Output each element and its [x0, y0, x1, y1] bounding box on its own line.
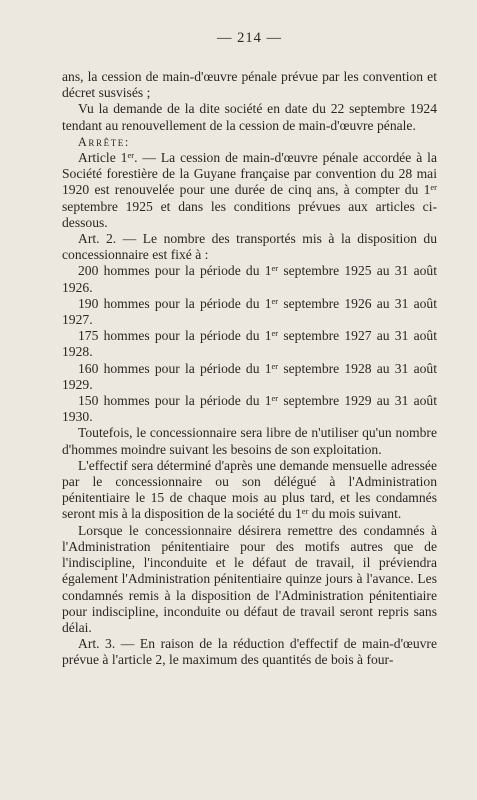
paragraph: L'effectif sera déterminé d'après une demande mensuelle adressée par le concessionnaire ou son délégué à l'Administration pénitentiaire le 15 de chaque mois au plus tard, et les condamnés seront mis à la disposition de la société du 1er du mois suivant.	[62, 457, 437, 522]
document-body	[62, 69, 437, 669]
article-3: Art. 3. — En raison de la réduction d'effectif de main-d'œuvre prévue à l'article 2, le maximum des quantités de bois à four-	[62, 636, 437, 668]
list-item: 200 hommes pour la période du 1er septembre 1925 au 31 août 1926.	[62, 263, 437, 295]
list-item: 160 hommes pour la période du 1er septembre 1928 au 31 août 1929.	[62, 360, 437, 392]
list-item: 175 hommes pour la période du 1er septembre 1927 au 31 août 1928.	[62, 328, 437, 360]
arrete-heading: Arrête:	[78, 134, 130, 149]
page-number: — 214 —	[217, 30, 282, 46]
article-1: Article 1er. — La cession de main-d'œuvre pénale accordée à la Société forestière de la Guyane française par convention du 28 mai 1920 est renouvelée pour une durée de cinq ans, à compter du 1er septembre 1925 et dans les conditions prévues aux articles ci-dessous.	[62, 150, 437, 230]
paragraph: Vu la demande de la dite société en date du 22 septembre 1924 tendant au renouvellement de la cession de main-d'œuvre pénale.	[62, 101, 437, 133]
paragraph: ans, la cession de main-d'œuvre pénale prévue par les convention et décret susvisés ;	[62, 69, 437, 101]
paragraph: Toutefois, le concessionnaire sera libre de n'utiliser qu'un nombre d'hommes moindre suivant les besoins de son exploitation.	[62, 425, 437, 457]
paragraph: Lorsque le concessionnaire désirera remettre des condamnés à l'Administration pénitentiaire pour des motifs autres que de l'indiscipline, l'inconduite et le défaut de travail, il préviendra également l'Administration pénitentiaire quinze jours à l'avance. Les condamnés remis à la disposition de l'Administration pénitentiaire pour indiscipline, inconduite ou défaut de travail seront repris sans délai.	[62, 522, 437, 635]
list-item: 150 hommes pour la période du 1er septembre 1929 au 31 août 1930.	[62, 393, 437, 425]
article-2: Art. 2. — Le nombre des transportés mis à la disposition du concessionnaire est fixé à :	[62, 231, 437, 263]
list-item: 190 hommes pour la période du 1er septembre 1926 au 31 août 1927.	[62, 295, 437, 328]
